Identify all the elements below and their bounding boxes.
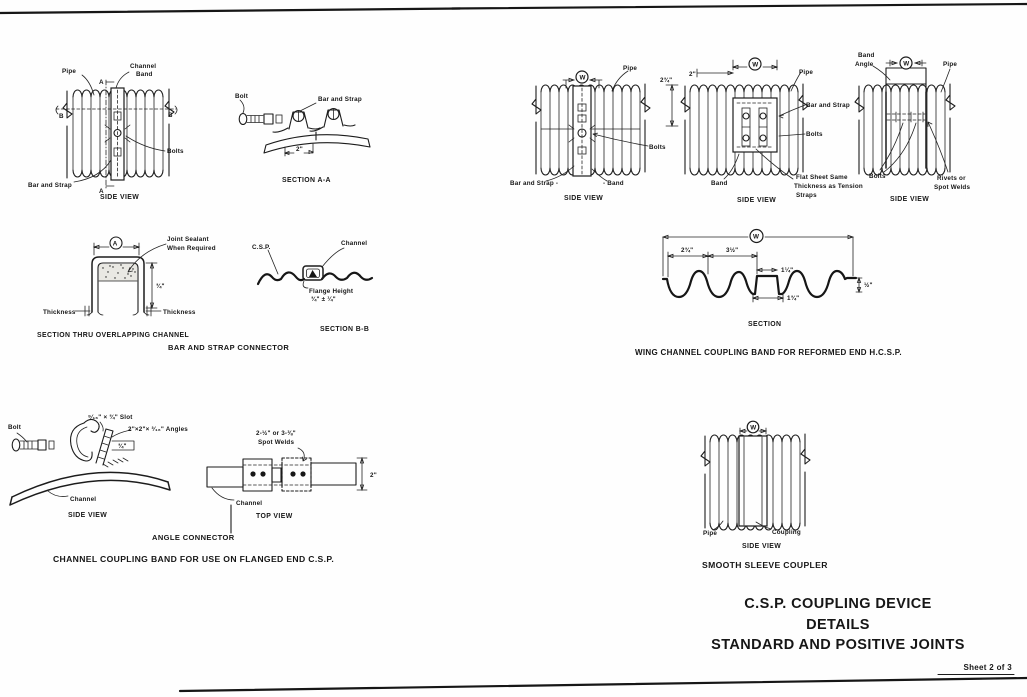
figure-bar-strap-side-view (28, 63, 184, 201)
label-bar-and-strap: Bar and Strap (806, 102, 850, 109)
dim-2in: 2" (370, 472, 377, 479)
caption-side-view: SIDE VIEW (100, 194, 140, 201)
label-band-angle-2: Angle (855, 61, 874, 68)
label-flat-sheet-2: Thickness as Tension (794, 183, 863, 190)
label-bar-and-strap: Bar and Strap - (510, 180, 559, 187)
label-flat-sheet-1: Flat Sheet Same (796, 174, 848, 181)
group-title-smooth-sleeve: SMOOTH SLEEVE COUPLER (702, 560, 828, 570)
title-line-3: STANDARD AND POSITIVE JOINTS (711, 637, 965, 653)
figure-section-bb (252, 240, 372, 333)
dim-w-circled: W (579, 74, 586, 82)
label-bolts: Bolts (649, 144, 666, 151)
caption-side-view: SIDE VIEW (68, 512, 108, 519)
label-section-b-right: B (168, 112, 173, 119)
dim-w-circled: W (752, 61, 759, 69)
label-thickness-right: Thickness (163, 309, 196, 316)
group-title-angle-connector: ANGLE CONNECTOR (152, 533, 235, 542)
label-coupling: Coupling (772, 529, 801, 536)
label-joint-sealant-1: Joint Sealant (167, 236, 209, 243)
label-channel-band-1: Channel (130, 63, 157, 70)
label-spot-welds-2: Spot Welds (258, 439, 295, 446)
label-rivets-2: Spot Welds (934, 184, 971, 191)
caption-side-view: SIDE VIEW (564, 195, 604, 202)
figure-overlap-channel-section (37, 236, 216, 339)
label-section-b-left: B (59, 113, 64, 120)
figure-wing-channel-section (635, 230, 902, 358)
dim-a-circled: A (112, 240, 118, 248)
caption-side-view: SIDE VIEW (890, 196, 930, 203)
dim-1-quarter: 1¼" (781, 267, 794, 274)
figure-angle-connector-top (207, 429, 377, 533)
label-bolts: Bolts (167, 148, 184, 155)
dim-2in: 2" (296, 146, 303, 153)
caption-section: SECTION (748, 321, 782, 328)
figure-smooth-sleeve-coupler (701, 421, 828, 570)
label-channel: Channel (70, 496, 97, 503)
label-band: Band (711, 180, 728, 187)
figure-angle-connector-side (8, 413, 188, 519)
label-section-a-top: A (99, 79, 104, 86)
label-slot: ⁹⁄₁₆" × ¾" Slot (88, 414, 133, 421)
dim-2in: 2" (689, 71, 696, 78)
dim-2-three-quarter: 2¾" (681, 247, 694, 254)
label-section-a-bottom: A (99, 188, 104, 195)
label-channel: Channel (236, 500, 263, 507)
figure-band-angle-side (855, 52, 970, 203)
label-bolts: Bolts (869, 173, 886, 180)
label-flange-height: Flange Height (309, 288, 354, 295)
dim-w-circled: W (903, 60, 910, 68)
caption-overlap-channel: SECTION THRU OVERLAPPING CHANNEL (37, 332, 190, 339)
label-bolts: Bolts (806, 131, 823, 138)
sheet-number-block (938, 663, 1014, 679)
label-bar-and-strap: Bar and Strap (28, 182, 72, 189)
figure-band-bar-strap-side (510, 65, 666, 202)
label-csp: C.S.P. (252, 244, 271, 251)
dim-1-three-quarter: 1¾" (787, 295, 800, 302)
dim-three-quarter: ¾" (118, 443, 127, 450)
group-title-bar-strap-connector: BAR AND STRAP CONNECTOR (168, 343, 290, 352)
label-angles: 2"×2"× ³⁄₁₆" Angles (128, 426, 188, 433)
title-line-2: DETAILS (806, 617, 870, 633)
label-pipe: Pipe (703, 530, 718, 537)
label-band: - Band (603, 180, 624, 187)
caption-top-view: TOP VIEW (256, 513, 293, 520)
dim-flange-height: ¾" ± ¼" (311, 296, 336, 303)
caption-channel-coupling-band: CHANNEL COUPLING BAND FOR USE ON FLANGED END C.S.P. (53, 554, 335, 564)
label-bolt: Bolt (235, 93, 249, 100)
label-pipe: Pipe (62, 68, 77, 75)
label-rivets-1: Rivets or (937, 175, 966, 182)
caption-side-view: SIDE VIEW (742, 543, 782, 550)
label-bolt: Bolt (8, 424, 22, 431)
label-channel-band-2: Band (136, 71, 153, 78)
group-title-wing-channel: WING CHANNEL COUPLING BAND FOR REFORMED END H.C.S.P. (635, 348, 902, 357)
label-channel: Channel (341, 240, 368, 247)
title-block (711, 596, 965, 653)
label-pipe: Pipe (799, 69, 814, 76)
label-bar-and-strap: Bar and Strap (318, 96, 362, 103)
dim-w-circled: W (753, 233, 760, 241)
label-pipe: Pipe (943, 61, 958, 68)
caption-section-aa: SECTION A-A (282, 177, 331, 184)
label-joint-sealant-2: When Required (167, 245, 216, 252)
figure-section-aa (235, 93, 370, 184)
label-thickness-left: Thickness (43, 309, 76, 316)
label-spot-welds-1: 2-½" or 3-⅜" (256, 430, 296, 437)
dim-three-quarter: ¾" (156, 283, 165, 290)
sheet-number: Sheet 2 of 3 (963, 663, 1012, 672)
dim-3-half: 3½" (726, 247, 739, 254)
caption-side-view: SIDE VIEW (737, 197, 777, 204)
dim-w-circled: W (750, 424, 757, 432)
label-band-angle-1: Band (858, 52, 875, 59)
dim-half: ½" (864, 282, 873, 289)
figure-wide-band-side (660, 58, 863, 204)
label-pipe: Pipe (623, 65, 638, 72)
label-flat-sheet-3: Straps (796, 192, 817, 199)
caption-section-bb: SECTION B-B (320, 326, 370, 333)
title-line-1: C.S.P. COUPLING DEVICE (744, 596, 932, 612)
dim-2-three-quarter: 2¾" (660, 77, 673, 84)
